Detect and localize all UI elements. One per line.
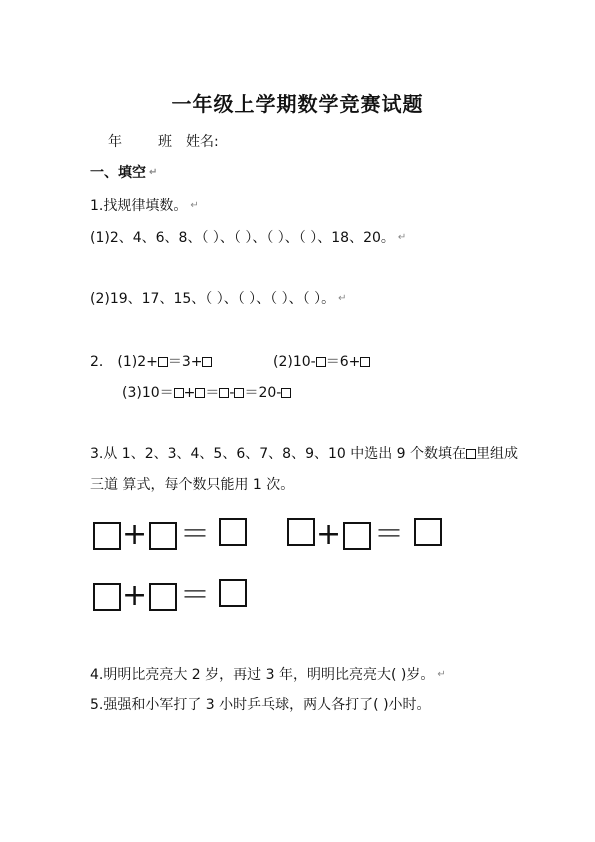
q2-number: 2． (90, 354, 113, 370)
section-heading-text: 一、填空 (90, 165, 146, 181)
page-title: 一年级上学期数学竞赛试题 (171, 92, 424, 116)
q5-line: 5.强强和小军打了 3 小时乒乓球，两人各打了( )小时。 (90, 697, 431, 713)
q2-p1-prefix: (1)2+ (117, 354, 158, 370)
plus-sign: + (122, 578, 148, 613)
equation-box[interactable] (149, 583, 177, 611)
q3-line1-a: 3.从 1、2、3、4、5、6、7、8、9、10 中选出 9 个数填在 (90, 446, 467, 462)
q2-p3-minus: - (229, 385, 235, 401)
equation-box[interactable] (93, 583, 121, 611)
paragraph-mark-icon: ↵ (338, 293, 347, 304)
class-label: 班 (158, 134, 172, 150)
equals-sign: ＝ (180, 517, 210, 552)
q2-part2 (273, 352, 370, 372)
equation-box[interactable] (219, 518, 247, 546)
equation-box[interactable] (149, 522, 177, 550)
grade-label: 年 (108, 134, 122, 150)
q3-line1-b: 里组成 (476, 446, 519, 462)
equals-sign: ＝ (180, 578, 210, 613)
q1-part1-text: (1)2、4、6、8、（ ）、（ ）、（ ）、（ ）、18、20。 (90, 230, 395, 246)
paragraph-mark-icon: ↵ (397, 232, 407, 243)
q4-text: 4.明明比亮亮大 2 岁，再过 3 年，明明比亮亮大( )岁。 (90, 667, 435, 683)
paragraph-mark-icon: ↵ (149, 167, 158, 178)
answer-box[interactable] (158, 357, 168, 367)
answer-box[interactable] (281, 388, 291, 398)
q1-part2-text: (2)19、17、15、（ ）、（ ）、（ ）、（ ）。 (90, 291, 336, 307)
equation-box[interactable] (343, 522, 371, 550)
q3-line2: 三道 算式，每个数只能用 1 次。 (90, 477, 295, 493)
answer-box[interactable] (234, 388, 244, 398)
equation-box[interactable] (287, 518, 315, 546)
q1-intro-text: 1.找规律填数。 (90, 198, 188, 214)
answer-box[interactable] (316, 357, 326, 367)
q2-p3-eq1: ＝ (205, 385, 220, 401)
answer-box[interactable] (219, 388, 229, 398)
plus-sign: + (122, 517, 148, 552)
answer-box[interactable] (202, 357, 212, 367)
q1-part2 (90, 289, 346, 309)
paragraph-mark-icon: ↵ (437, 669, 446, 680)
q2-line2 (122, 383, 291, 403)
q3-line1 (90, 444, 518, 464)
q2-p3-prefix: (3)10＝ (122, 385, 174, 401)
q2-p1-mid: ＝3+ (167, 354, 203, 370)
answer-box (466, 449, 476, 459)
equation-box[interactable] (414, 518, 442, 546)
q2-p2-prefix: (2)10- (273, 354, 316, 370)
paragraph-mark-icon: ↵ (190, 200, 199, 211)
equals-sign: ＝ (374, 517, 404, 552)
answer-box[interactable] (174, 388, 184, 398)
q2-p3-eq2: ＝20- (244, 385, 282, 401)
q1-part1 (90, 228, 406, 248)
answer-box[interactable] (195, 388, 205, 398)
equation-box[interactable] (219, 579, 247, 607)
section-heading (90, 163, 157, 183)
q4-line (90, 665, 446, 685)
equation-box[interactable] (93, 522, 121, 550)
name-label: 姓名: (186, 134, 219, 150)
q1-intro (90, 196, 199, 216)
q2-p3-plus: + (183, 385, 196, 401)
q2-line1 (90, 352, 212, 372)
plus-sign: + (316, 517, 342, 552)
answer-box[interactable] (360, 357, 370, 367)
q2-p2-mid: ＝6+ (325, 354, 361, 370)
